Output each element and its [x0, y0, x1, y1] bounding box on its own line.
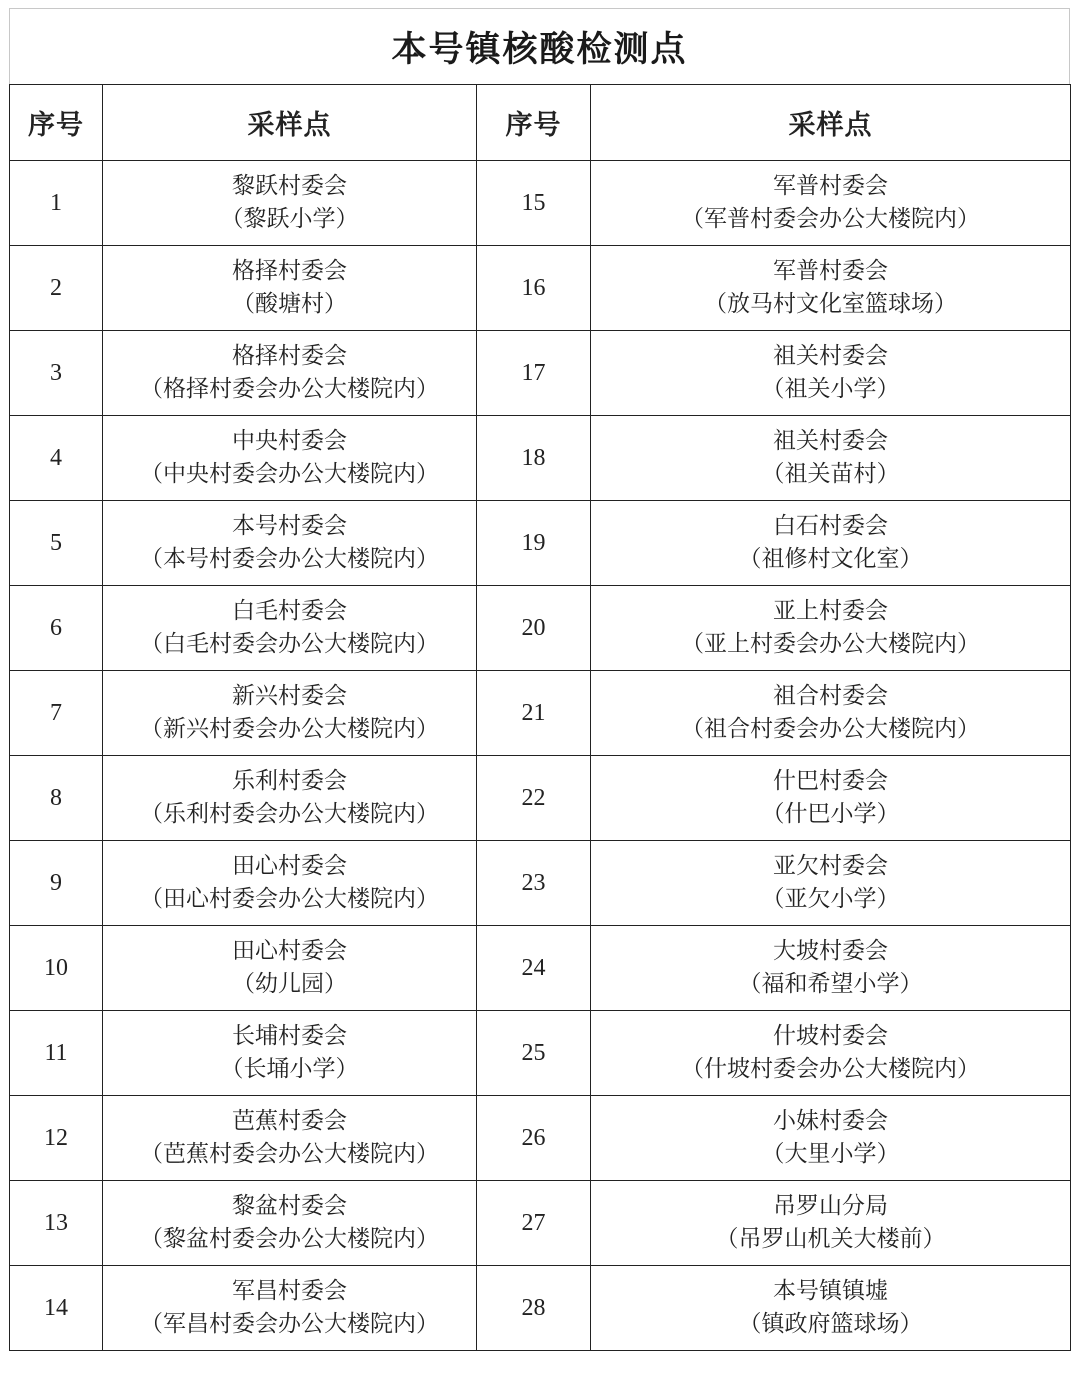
- site-location: （什巴小学）: [761, 801, 900, 827]
- site-name: 白毛村委会: [232, 598, 347, 624]
- sampling-site-right: [591, 756, 1071, 841]
- row-number-right: 22: [477, 756, 591, 841]
- site-location: （亚欠小学）: [761, 886, 900, 912]
- sampling-site-right: [591, 1266, 1071, 1351]
- site-name: 祖关村委会: [773, 428, 888, 454]
- sampling-site-right: [591, 246, 1071, 331]
- testing-sites-sheet: [9, 8, 1070, 1364]
- header-seq-right: 序号: [477, 85, 591, 161]
- row-number-left: 7: [10, 671, 103, 756]
- sampling-site-right: [591, 161, 1071, 246]
- table-row: [10, 501, 1071, 586]
- site-name: 芭蕉村委会: [232, 1108, 347, 1134]
- row-number-right: 16: [477, 246, 591, 331]
- row-number-left: 8: [10, 756, 103, 841]
- row-number-left: 2: [10, 246, 103, 331]
- table-row: [10, 671, 1071, 756]
- sampling-site-left: [103, 1096, 477, 1181]
- site-name: 本号村委会: [232, 513, 347, 539]
- site-location: （格择村委会办公大楼院内）: [140, 376, 439, 402]
- row-number-right: 24: [477, 926, 591, 1011]
- testing-sites-table: [9, 84, 1071, 1351]
- site-name: 什坡村委会: [773, 1023, 888, 1049]
- site-location: （本号村委会办公大楼院内）: [140, 546, 439, 572]
- header-site-right: 采样点: [591, 85, 1071, 161]
- sampling-site-right: [591, 331, 1071, 416]
- site-name: 吊罗山分局: [773, 1193, 888, 1219]
- site-location: （田心村委会办公大楼院内）: [140, 886, 439, 912]
- table-row: [10, 1181, 1071, 1266]
- table-row: [10, 246, 1071, 331]
- site-location: （什坡村委会办公大楼院内）: [681, 1056, 980, 1082]
- site-name: 本号镇镇墟: [773, 1278, 888, 1304]
- table-row: [10, 161, 1071, 246]
- site-name: 黎跃村委会: [232, 173, 347, 199]
- site-name: 中央村委会: [232, 428, 347, 454]
- site-location: （大里小学）: [761, 1141, 900, 1167]
- page-title: 本号镇核酸检测点: [9, 8, 1070, 84]
- site-location: （祖修村文化室）: [738, 546, 923, 572]
- site-name: 田心村委会: [232, 938, 347, 964]
- site-location: （长埇小学）: [220, 1056, 359, 1082]
- table-header-row: [10, 85, 1071, 161]
- site-name: 格择村委会: [232, 258, 347, 284]
- sampling-site-right: [591, 416, 1071, 501]
- table-row: [10, 1266, 1071, 1351]
- table-row: [10, 926, 1071, 1011]
- site-location: （军昌村委会办公大楼院内）: [140, 1311, 439, 1337]
- table-row: [10, 331, 1071, 416]
- sampling-site-left: [103, 926, 477, 1011]
- site-location: （祖关小学）: [761, 376, 900, 402]
- sampling-site-left: [103, 586, 477, 671]
- sampling-site-left: [103, 161, 477, 246]
- site-location: （祖关苗村）: [761, 461, 900, 487]
- table-row: [10, 1096, 1071, 1181]
- sampling-site-left: [103, 1181, 477, 1266]
- sampling-site-right: [591, 1181, 1071, 1266]
- site-location: （放马村文化室篮球场）: [704, 291, 957, 317]
- sampling-site-right: [591, 1011, 1071, 1096]
- site-name: 军昌村委会: [232, 1278, 347, 1304]
- sampling-site-right: [591, 586, 1071, 671]
- row-number-left: 12: [10, 1096, 103, 1181]
- site-name: 什巴村委会: [773, 768, 888, 794]
- site-name: 军普村委会: [773, 258, 888, 284]
- header-site-left: 采样点: [103, 85, 477, 161]
- site-name: 军普村委会: [773, 173, 888, 199]
- sampling-site-left: [103, 756, 477, 841]
- table-row: [10, 756, 1071, 841]
- row-number-right: 26: [477, 1096, 591, 1181]
- site-location: （黎跃小学）: [220, 206, 359, 232]
- site-name: 亚上村委会: [773, 598, 888, 624]
- site-name: 新兴村委会: [232, 683, 347, 709]
- row-number-right: 17: [477, 331, 591, 416]
- sampling-site-right: [591, 671, 1071, 756]
- table-body: [10, 161, 1071, 1351]
- row-number-right: 27: [477, 1181, 591, 1266]
- sampling-site-left: [103, 416, 477, 501]
- row-number-right: 21: [477, 671, 591, 756]
- site-location: （亚上村委会办公大楼院内）: [681, 631, 980, 657]
- sampling-site-right: [591, 1096, 1071, 1181]
- site-location: （祖合村委会办公大楼院内）: [681, 716, 980, 742]
- sampling-site-left: [103, 501, 477, 586]
- site-name: 格择村委会: [232, 343, 347, 369]
- row-number-left: 11: [10, 1011, 103, 1096]
- sampling-site-left: [103, 671, 477, 756]
- row-number-right: 18: [477, 416, 591, 501]
- site-name: 黎盆村委会: [232, 1193, 347, 1219]
- site-location: （芭蕉村委会办公大楼院内）: [140, 1141, 439, 1167]
- site-name: 长埔村委会: [232, 1023, 347, 1049]
- row-number-left: 10: [10, 926, 103, 1011]
- site-name: 大坡村委会: [773, 938, 888, 964]
- site-location: （中央村委会办公大楼院内）: [140, 461, 439, 487]
- table-row: [10, 416, 1071, 501]
- site-location: （乐利村委会办公大楼院内）: [140, 801, 439, 827]
- site-location: （吊罗山机关大楼前）: [715, 1226, 946, 1252]
- sampling-site-left: [103, 1011, 477, 1096]
- row-number-right: 23: [477, 841, 591, 926]
- row-number-left: 4: [10, 416, 103, 501]
- sampling-site-left: [103, 841, 477, 926]
- row-number-left: 5: [10, 501, 103, 586]
- row-number-right: 19: [477, 501, 591, 586]
- table-row: [10, 1011, 1071, 1096]
- site-name: 白石村委会: [773, 513, 888, 539]
- site-name: 乐利村委会: [232, 768, 347, 794]
- table-row: [10, 841, 1071, 926]
- sampling-site-left: [103, 1266, 477, 1351]
- sampling-site-left: [103, 246, 477, 331]
- site-location: （军普村委会办公大楼院内）: [681, 206, 980, 232]
- site-location: （新兴村委会办公大楼院内）: [140, 716, 439, 742]
- sampling-site-right: [591, 841, 1071, 926]
- row-number-right: 28: [477, 1266, 591, 1351]
- row-number-left: 13: [10, 1181, 103, 1266]
- row-number-left: 14: [10, 1266, 103, 1351]
- site-name: 祖关村委会: [773, 343, 888, 369]
- site-location: （黎盆村委会办公大楼院内）: [140, 1226, 439, 1252]
- sampling-site-right: [591, 926, 1071, 1011]
- row-number-left: 1: [10, 161, 103, 246]
- site-name: 祖合村委会: [773, 683, 888, 709]
- row-number-right: 25: [477, 1011, 591, 1096]
- row-number-left: 6: [10, 586, 103, 671]
- site-location: （幼儿园）: [232, 971, 347, 997]
- row-number-right: 15: [477, 161, 591, 246]
- site-location: （酸塘村）: [232, 291, 347, 317]
- site-name: 亚欠村委会: [773, 853, 888, 879]
- site-name: 田心村委会: [232, 853, 347, 879]
- site-location: （白毛村委会办公大楼院内）: [140, 631, 439, 657]
- site-location: （福和希望小学）: [738, 971, 923, 997]
- site-name: 小妹村委会: [773, 1108, 888, 1134]
- site-location: （镇政府篮球场）: [738, 1311, 923, 1337]
- header-seq-left: 序号: [10, 85, 103, 161]
- sampling-site-left: [103, 331, 477, 416]
- row-number-left: 9: [10, 841, 103, 926]
- row-number-left: 3: [10, 331, 103, 416]
- table-row: [10, 586, 1071, 671]
- row-number-right: 20: [477, 586, 591, 671]
- sampling-site-right: [591, 501, 1071, 586]
